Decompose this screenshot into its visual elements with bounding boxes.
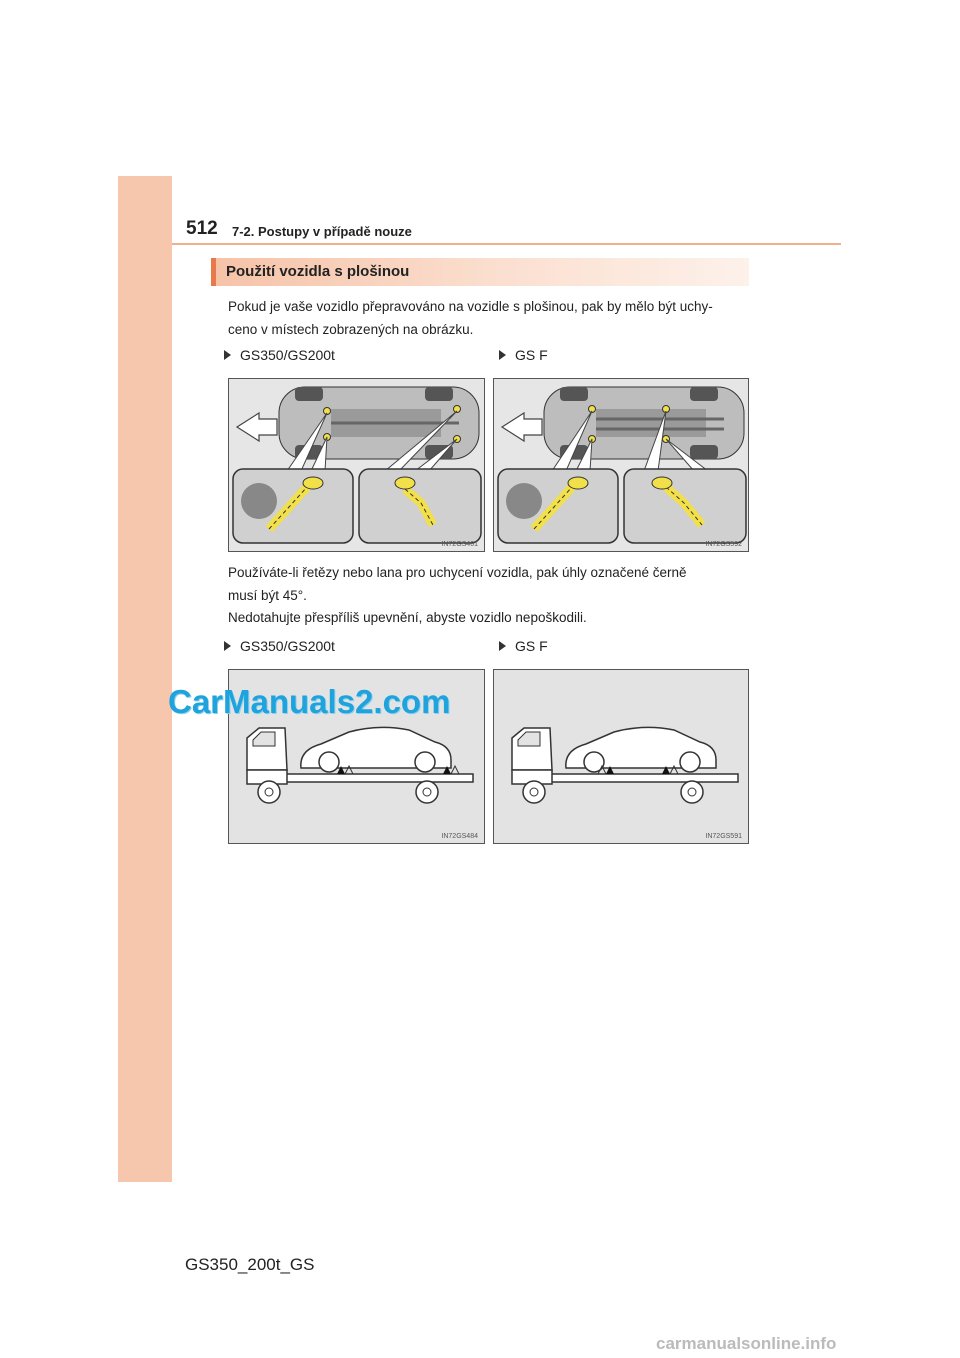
header-divider <box>172 243 841 245</box>
figure-underbody-gs350 <box>228 378 485 552</box>
chains-line-2: musí být 45°. <box>228 588 307 603</box>
triangle-bullet-icon <box>499 350 506 360</box>
label-gs350-bottom: GS350/GS200t <box>224 638 335 654</box>
figure-underbody-gsf <box>493 378 749 552</box>
intro-line-2: ceno v místech zobrazených na obrázku. <box>228 322 474 337</box>
label-gs350-top: GS350/GS200t <box>224 347 335 363</box>
side-tab-band <box>118 176 172 1182</box>
watermark-logo: CarManuals2.com <box>168 683 451 720</box>
chains-paragraph <box>228 561 748 607</box>
triangle-bullet-icon <box>224 350 231 360</box>
warning-text: Nedotahujte přespříliš upevnění, abyste vozidlo nepoškodili. <box>228 610 587 625</box>
label-gsf-top: GS F <box>499 347 548 363</box>
triangle-bullet-icon <box>499 641 506 651</box>
triangle-bullet-icon <box>224 641 231 651</box>
figure-flatbed-gsf <box>493 669 749 844</box>
section-heading-text: Použití vozidla s plošinou <box>226 263 410 280</box>
figure-code: IN72GS591 <box>705 833 742 840</box>
chapter-title: 7-2. Postupy v případě nouze <box>232 224 412 239</box>
footer-model: GS350_200t_GS <box>185 1255 315 1274</box>
label-gsf-bottom: GS F <box>499 638 548 654</box>
site-logo: carmanualsonline.info <box>656 1334 837 1353</box>
warning-paragraph <box>228 606 748 629</box>
figure-code: IN72GS484 <box>441 833 478 840</box>
intro-paragraph <box>228 295 748 341</box>
section-heading <box>211 258 749 286</box>
chains-line-1: Používáte-li řetězy nebo lana pro uchycení vozidla, pak úhly označené černě <box>228 565 687 580</box>
intro-line-1: Pokud je vaše vozidlo přepravováno na vozidle s plošinou, pak by mělo být uchy- <box>228 299 713 314</box>
figure-code: IN72GS401 <box>441 541 478 548</box>
figure-code: IN72GS592 <box>705 541 742 548</box>
page-number: 512 <box>186 218 218 239</box>
